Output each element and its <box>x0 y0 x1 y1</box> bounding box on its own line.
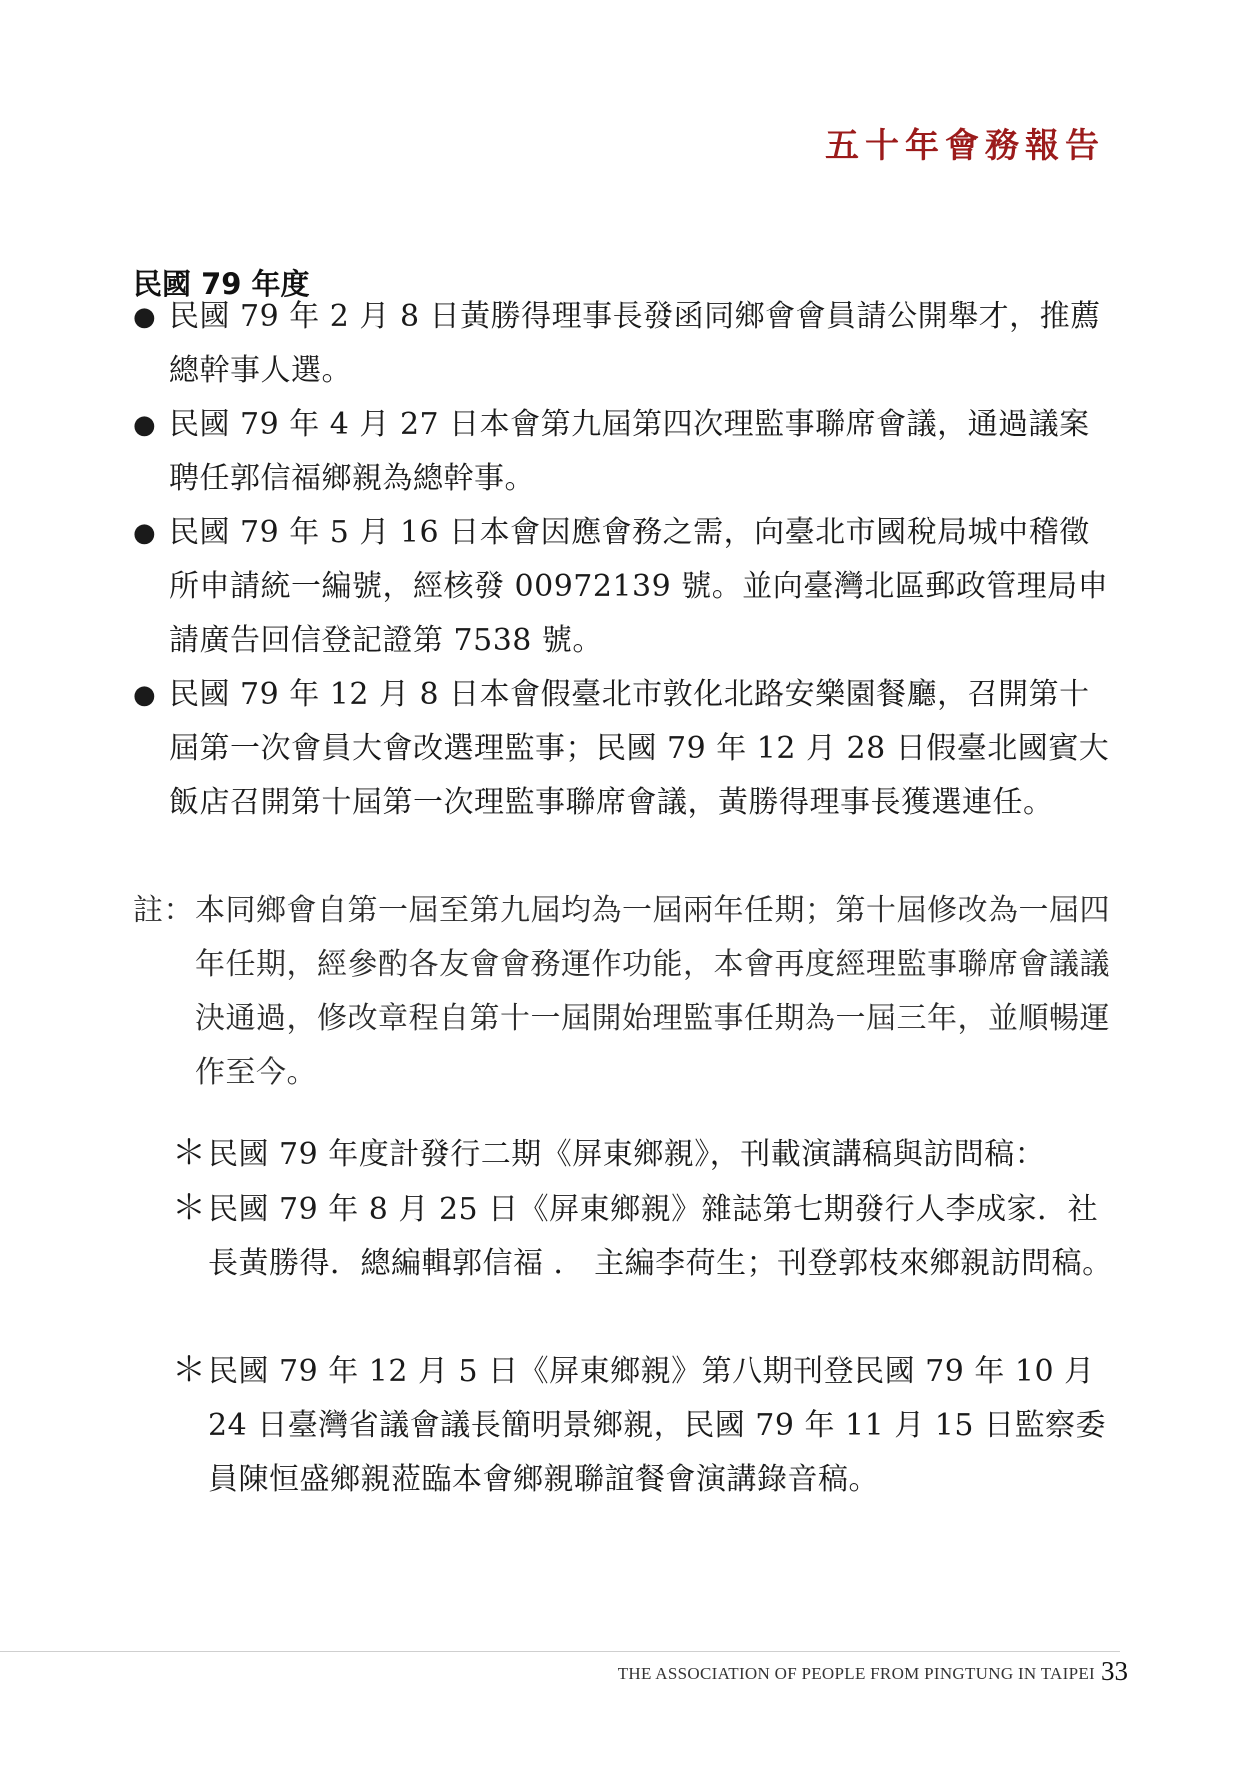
list-item <box>133 290 1118 398</box>
list-item-text: 民國 79 年 5 月 16 日本會因應會務之需，向臺北市國稅局城中稽徵所申請統一編號，經核發 00972139 號。並向臺灣北區郵政管理局申請廣告回信登記證第 7538 號。 <box>169 515 1109 658</box>
bullet-icon: ● <box>133 410 157 440</box>
page-number: 33 <box>1101 1656 1128 1686</box>
bullet-icon: ● <box>133 518 157 548</box>
footer-divider <box>0 1651 1120 1652</box>
bullet-icon: ● <box>133 302 157 332</box>
publication-text: 民國 79 年度計發行二期《屏東鄉親》，刊載演講稿與訪問稿： <box>208 1137 1046 1172</box>
list-item <box>133 668 1118 830</box>
list-item-text: 民國 79 年 12 月 8 日本會假臺北市敦化北路安樂園餐廳，召開第十屆第一次會員大會改選理監事；民國 79 年 12 月 28 日假臺北國賓大飯店召開第十屆第一次理監事聯席會議，黃勝得理事長獲選連任。 <box>169 677 1110 820</box>
publication-text: 民國 79 年 8 月 25 日《屏東鄉親》雜誌第七期發行人李成家．社長黃勝得．總編輯郭信福 ． 主編李荷生；刊登郭枝來鄉親訪問稿。 <box>208 1192 1113 1281</box>
footer-association-name: THE ASSOCIATION OF PEOPLE FROM PINGTUNG IN TAIPEI <box>617 1664 1095 1683</box>
asterisk-icon: ＊ <box>172 1133 207 1173</box>
bullet-icon: ● <box>133 680 157 710</box>
list-item <box>133 506 1118 668</box>
note-label: 註： <box>133 893 194 928</box>
note-text: 本同鄉會自第一屆至第九屆均為一屆兩年任期；第十屆修改為一屆四年任期，經參酌各友會會務運作功能，本會再度經理監事聯席會議議決通過，修改章程自第十一屆開始理監事任期為一屆三年，並順暢運作至今。 <box>195 893 1110 1090</box>
publication-text: 民國 79 年 12 月 5 日《屏東鄉親》第八期刊登民國 79 年 10 月 24 日臺灣省議會議長簡明景鄉親，民國 79 年 11 月 15 日監察委員陳恒盛鄉親蒞臨本會鄉親聯誼餐會演講錄音稿。 <box>208 1354 1106 1497</box>
list-item-text: 民國 79 年 4 月 27 日本會第九屆第四次理監事聯席會議，通過議案聘任郭信福鄉親為總幹事。 <box>169 407 1090 496</box>
publication-item <box>172 1128 1118 1182</box>
asterisk-icon: ＊ <box>172 1350 207 1390</box>
running-header-title: 五十年會務報告 <box>825 126 1105 166</box>
list-item-text: 民國 79 年 2 月 8 日黃勝得理事長發函同鄉會會員請公開舉才，推薦總幹事人選。 <box>169 299 1101 388</box>
list-item <box>133 398 1118 506</box>
note <box>133 884 1118 1100</box>
publication-item <box>172 1345 1118 1507</box>
section-title: 民國 79 年度 <box>133 267 310 301</box>
publication-item <box>172 1183 1118 1291</box>
asterisk-icon: ＊ <box>172 1188 207 1228</box>
